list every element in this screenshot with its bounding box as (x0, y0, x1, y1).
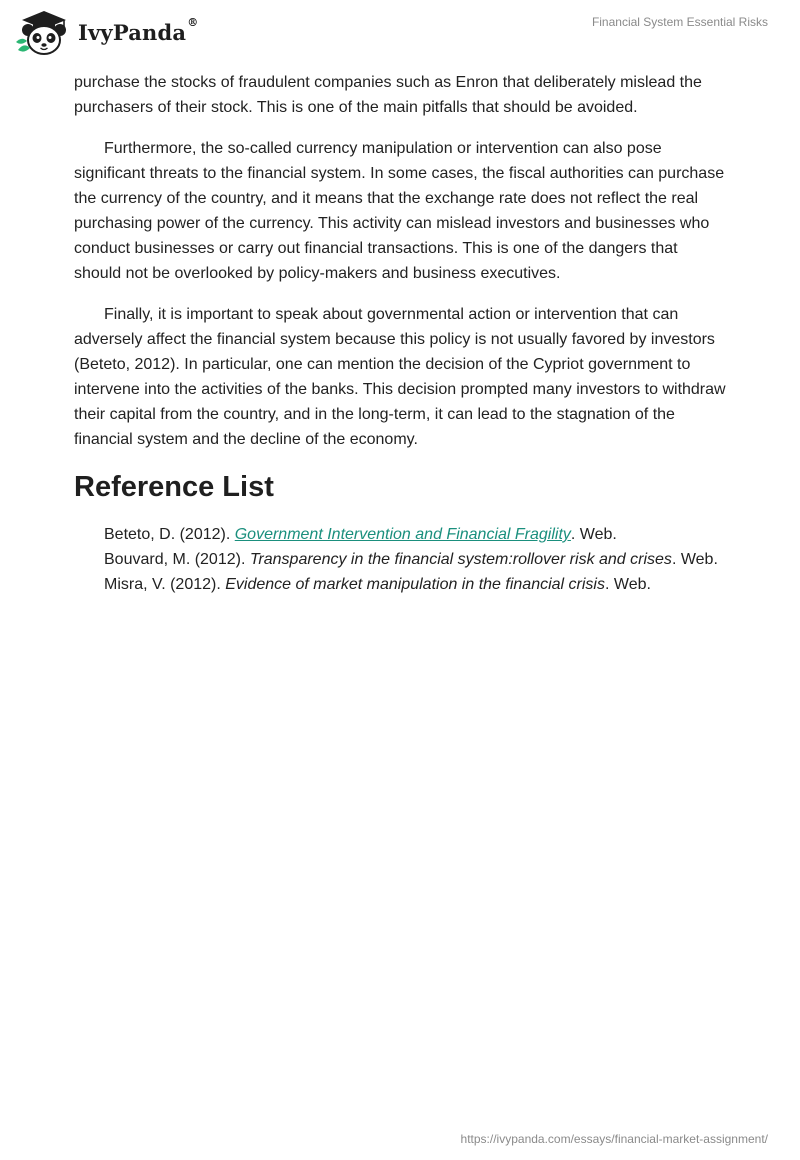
source-url[interactable]: https://ivypanda.com/essays/financial-market-assignment/ (460, 1132, 768, 1146)
reference-item (74, 522, 728, 547)
reference-author: Bouvard, M. (2012). (104, 551, 250, 568)
reference-list-heading: Reference List (74, 471, 274, 503)
reference-author: Beteto, D. (2012). (104, 526, 235, 543)
body-paragraph: Furthermore, the so-called currency manipulation or intervention can also pose significant threats to the financial system. In some cases, the fiscal authorities can purchase the currency of the country, and it means that the exchange rate does not reflect the real purchasing power of the currency. This activity can mislead investors and businesses who conduct businesses or carry out financial transactions. This is one of the dangers that should not be overlooked by policy-makers and business executives. (74, 140, 725, 282)
reference-suffix: . Web. (671, 551, 718, 568)
reference-link[interactable]: Government Intervention and Financial Fragility (234, 526, 571, 543)
reference-item (74, 572, 728, 597)
page-header (0, 0, 800, 64)
running-title: Financial System Essential Risks (591, 15, 768, 29)
reference-title: Evidence of market manipulation in the financial crisis (225, 576, 605, 593)
reference-title: Transparency in the financial system:rollover risk and crises (249, 551, 672, 568)
reference-suffix: . Web. (604, 576, 651, 593)
essay-content (74, 70, 728, 597)
body-paragraph: purchase the stocks of fraudulent companies such as Enron that deliberately mislead the purchasers of their stock. This is one of the main pitfalls that should be avoided. (74, 74, 702, 116)
brand-logo[interactable] (14, 8, 198, 58)
reference-item (74, 547, 728, 572)
brand-name: IvyPanda® (78, 15, 199, 45)
body-paragraph: Finally, it is important to speak about governmental action or intervention that can adversely affect the financial system because this policy is not usually favored by investors (Beteto, 2012). In particular, one can mention the decision of the Cypriot government to intervene into the activities of the banks. This decision prompted many investors to withdraw their capital from the country, and in the long-term, it can lead to the stagnation of the financial system and the decline of the economy. (74, 306, 726, 448)
reference-author: Misra, V. (2012). (104, 576, 226, 593)
reference-suffix: . Web. (570, 526, 617, 543)
panda-graduate-icon (14, 8, 74, 58)
